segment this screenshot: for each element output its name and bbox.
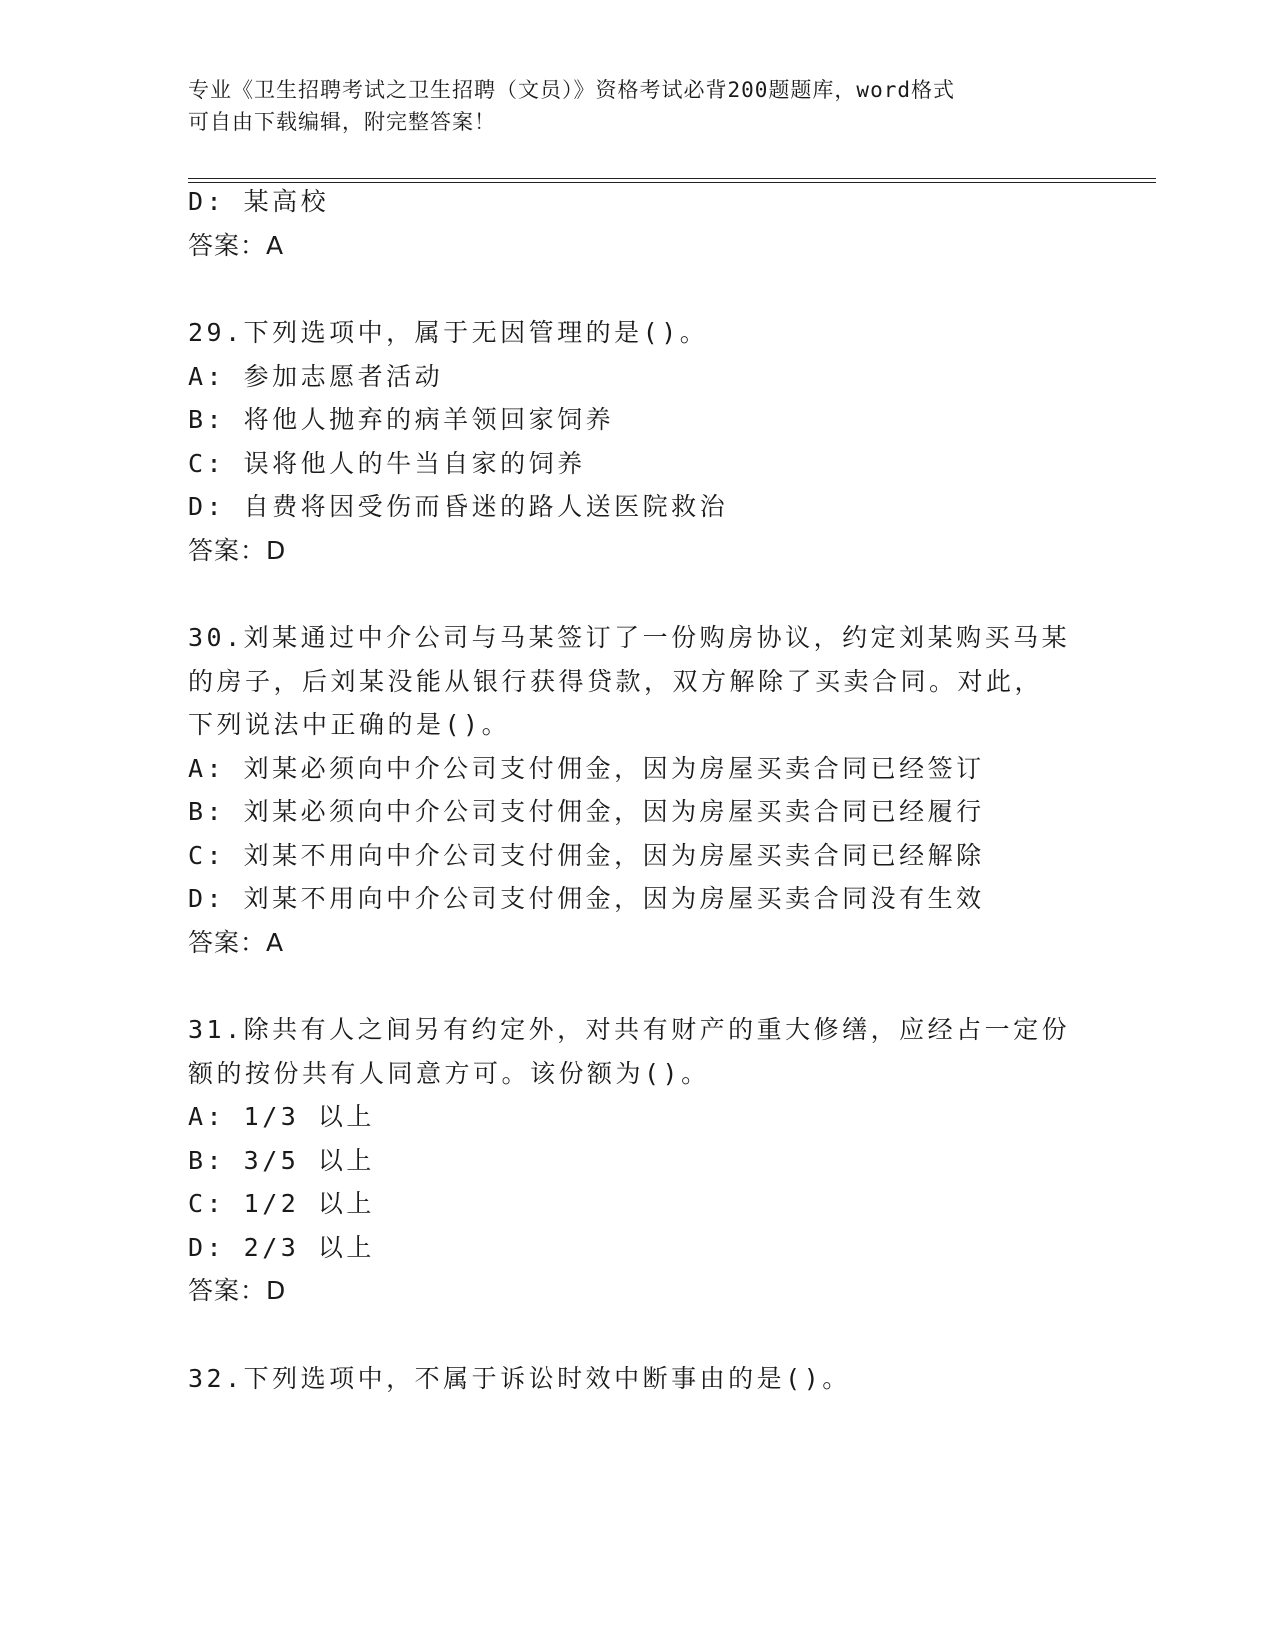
q29-option-a: A: 参加志愿者活动 [188, 362, 444, 391]
header-divider-bottom [188, 182, 1156, 183]
q30-stem-line-1: 30.刘某通过中介公司与马某签订了一份购房协议，约定刘某购买马某 [188, 623, 1071, 652]
q29-stem: 29.下列选项中，属于无因管理的是()。 [188, 318, 709, 347]
prev-answer: 答案：A [188, 231, 285, 260]
q29-option-c: C: 误将他人的牛当自家的饲养 [188, 449, 586, 478]
q31-option-a: A: 1/3 以上 [188, 1102, 375, 1131]
q31-stem-line-2: 额的按份共有人同意方可。该份额为()。 [188, 1059, 710, 1088]
header-line-1: 专业《卫生招聘考试之卫生招聘（文员）》资格考试必背200题题库，word格式 [188, 78, 955, 102]
q30-option-d: D: 刘某不用向中介公司支付佣金，因为房屋买卖合同没有生效 [188, 884, 985, 913]
q30-answer: 答案：A [188, 928, 285, 957]
q31-answer: 答案：D [188, 1276, 287, 1305]
q30-stem-line-2: 的房子，后刘某没能从银行获得贷款，双方解除了买卖合同。对此， [188, 667, 1044, 696]
document-header [188, 74, 1088, 138]
q29-option-d: D: 自费将因受伤而昏迷的路人送医院救治 [188, 492, 729, 521]
q32-stem: 32.下列选项中，不属于诉讼时效中断事由的是()。 [188, 1364, 851, 1393]
q30-option-c: C: 刘某不用向中介公司支付佣金，因为房屋买卖合同已经解除 [188, 841, 985, 870]
q30-option-b: B: 刘某必须向中介公司支付佣金，因为房屋买卖合同已经履行 [188, 797, 985, 826]
q29-answer: 答案：D [188, 536, 287, 565]
header-divider-top [188, 178, 1156, 179]
q30-option-a: A: 刘某必须向中介公司支付佣金，因为房屋买卖合同已经签订 [188, 754, 985, 783]
prev-option-d: D: 某高校 [188, 187, 330, 216]
q30-stem-line-3: 下列说法中正确的是()。 [188, 710, 511, 739]
q31-option-c: C: 1/2 以上 [188, 1189, 375, 1218]
q29-option-b: B: 将他人抛弃的病羊领回家饲养 [188, 405, 615, 434]
q31-stem-line-1: 31.除共有人之间另有约定外，对共有财产的重大修缮，应经占一定份 [188, 1015, 1071, 1044]
q31-option-d: D: 2/3 以上 [188, 1233, 375, 1262]
header-line-2: 可自由下载编辑，附完整答案！ [188, 110, 496, 134]
q31-option-b: B: 3/5 以上 [188, 1146, 375, 1175]
